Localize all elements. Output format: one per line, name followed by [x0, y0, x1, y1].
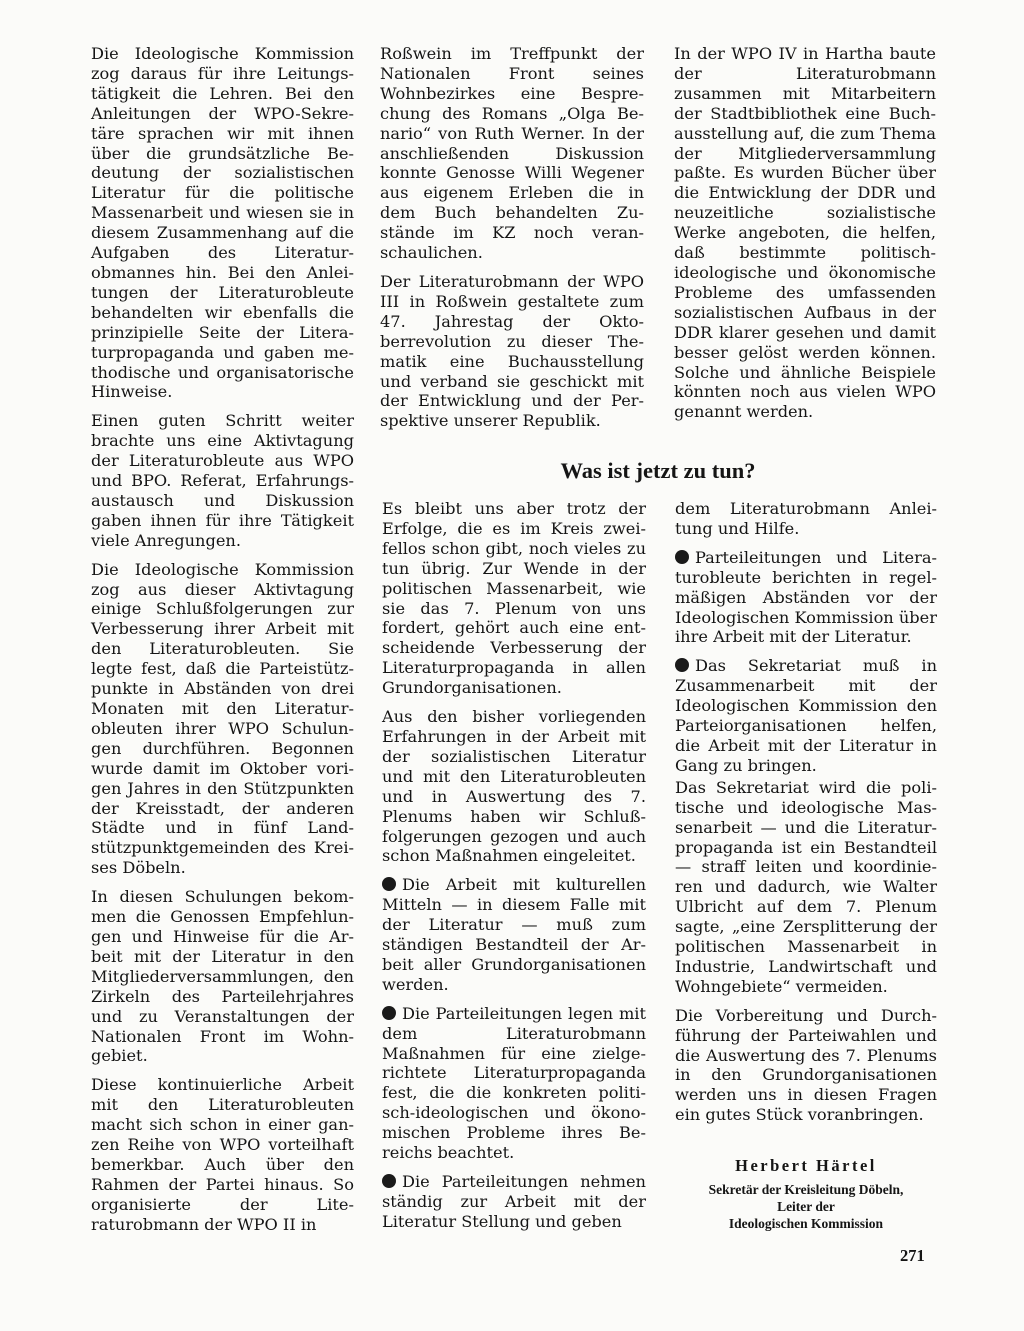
paragraph: Die Vorbereitung und Durchführung der Parteiwahlen und die Auswertung des 7. Plenums in den Grundorganisationen werden uns in diesen Fragen ein gutes Stück voranbringen. [675, 1005, 937, 1125]
paragraph: Das Sekretariat wird die politische und ideologische Massenarbeit — und die Literaturpropaganda ist ein Bestandteil — straff leiten und koordinieren und dadurch, wie Walter Ulbricht auf dem 7. Plenum sagte, „eine Zersplitterung der politischen Massenarbeit in Industrie, Landwirtschaft und Wohngebiete“ vermeiden. [675, 777, 937, 996]
column-middle-bottom [382, 499, 646, 1241]
author-role [675, 1181, 937, 1232]
paragraph: dem Literaturobmann Anleitung und Hilfe. [675, 499, 937, 538]
paragraph: Roßwein im Treffpunkt der Nationalen Front seines Wohnbezirkes eine Besprechung des Romans „Olga Benario“ von Ruth Werner. In der anschließenden Diskussion konnte Genosse Willi Wegener aus eigenem Erleben die in dem Buch behandelten Zustände im KZ noch veranschaulichen. [380, 44, 644, 263]
paragraph: In diesen Schulungen bekommen die Genossen Empfehlungen und Hinweise für die Arbeit mit der Literatur in den Mitgliederversammlungen, den Zirkeln des Parteilehrjahres und zu Veranstaltungen der Nationalen Front im Wohngebiet. [91, 887, 354, 1066]
paragraph: Diese kontinuierliche Arbeit mit den Literaturobleuten macht sich schon in einer ganzen Reihe von WPO vorteilhaft bemerkbar. Auch über den Rahmen der Partei hinaus. So organisierte der Literaturobmann der WPO II in [91, 1075, 354, 1234]
paragraph: Der Literaturobmann der WPO III in Roßwein gestaltete zum 47. Jahrestag der Oktoberrevolution zu dieser Thematik eine Buchausstellung und verband sie geschickt mit der Entwicklung und der Perspektive unserer Republik. [380, 271, 644, 431]
paragraph: Es bleibt uns aber trotz der Erfolge, die es im Kreis zweifellos schon gibt, noch vieles zu tun übrig. Zur Wende in der politischen Massenarbeit, wie sie das 7. Plenum von uns fordert, gehört auch eine entscheidende Verbesserung der Literaturpropaganda in allen Grundorganisationen. [382, 499, 646, 698]
author-role-line: Sekretär der Kreisleitung Döbeln, [708, 1182, 904, 1197]
column-right-top [674, 44, 936, 431]
bullet-item [382, 1004, 646, 1163]
paragraph: Die Ideologische Kommission zog aus dieser Aktivtagung einige Schlußfolgerungen zur Verbesserung ihrer Arbeit mit den Literaturobleuten. Sie legte fest, daß die Parteistützpunkte in Abständen von drei Monaten mit den Literaturobleuten ihrer WPO Schulungen durchführen. Begonnen wurde damit im Oktober vorigen Jahres in den Stützpunkten der Kreisstadt, der anderen Städte und in fünf Landstützpunktgemeinden des Kreises Döbeln. [91, 559, 354, 878]
bullet-icon [675, 550, 689, 564]
bullet-icon [382, 1006, 396, 1020]
author-role-line: Leiter der [777, 1199, 835, 1214]
bullet-item [382, 875, 646, 994]
column-right-bottom [675, 499, 937, 1134]
bullet-item [675, 548, 937, 648]
bullet-text: Das Sekretariat muß in Zusammenarbeit mit der Ideologischen Kommission den Parteiorganisationen helfen, die Arbeit mit der Literatur in Gang zu bringen. [675, 656, 937, 775]
bullet-text: Parteileitungen und Literaturobleute berichten in regelmäßigen Abständen vor der Ideologischen Kommission über ihre Arbeit mit der Literatur. [675, 547, 937, 647]
section-heading: Was ist jetzt zu tun? [560, 458, 756, 483]
paragraph: In der WPO IV in Hartha baute der Literaturobmann zusammen mit Mitarbeitern der Stadtbibliothek eine Buchausstellung auf, die zum Thema der Mitgliederversammlung paßte. Es wurden Bücher über die Entwicklung der DDR und neuzeitliche sozialistische Werke angeboten, die helfen, daß bestimmte politisch-ideologische und ökonomische Probleme des umfassenden sozialistischen Aufbaus in der DDR klarer gesehen und damit besser gelöst werden können. Solche und ähnliche Beispiele könnten noch aus vielen WPO genannt werden. [674, 44, 936, 422]
bullet-icon [382, 1174, 396, 1188]
bullet-text: Die Arbeit mit kulturellen Mitteln — in diesem Falle mit der Literatur — muß zum ständigen Bestandteil der Arbeit aller Grundorganisationen werden. [382, 875, 646, 994]
bullet-icon [675, 658, 689, 672]
column-left [91, 44, 354, 1244]
bullet-icon [382, 877, 396, 891]
bullet-item [382, 1172, 646, 1232]
paragraph: Aus den bisher vorliegenden Erfahrungen in der Arbeit mit der sozialistischen Literatur und mit den Literaturoblеuten und in Auswertung des 7. Plenums haben wir Schlußfolgerungen gezogen und auch schon Maßnahmen eingeleitet. [382, 707, 646, 866]
bullet-text: Die Parteileitungen legen mit dem Literaturobmann Maßnahmen für eine zielgerichtete Literaturpropaganda fest, die die konkreten politisch-ideologischen und ökonomischen Probleme ihres Bereichs beachtet. [382, 1003, 646, 1163]
bullet-item [675, 656, 937, 775]
author-name: Herbert Härtel [735, 1156, 877, 1175]
author-signature [675, 1155, 937, 1232]
page-number: 271 [900, 1246, 925, 1265]
paragraph: Einen guten Schritt weiter brachte uns eine Aktivtagung der Literaturobleute aus WPO und BPO. Referat, Erfahrungsaustausch und Diskussion gaben ihnen für ihre Tätigkeit viele Anregungen. [91, 411, 354, 550]
bullet-text: Die Parteileitungen nehmen ständig zur Arbeit mit der Literatur Stellung und geben [382, 1172, 646, 1231]
paragraph: Die Ideologische Kommission zog daraus für ihre Leitungstätigkeit die Lehren. Bei den Anleitungen der WPO-Sekretäre sprachen wir mit ihnen über die grundsätzliche Bedeutung der sozialistischen Literatur für die politische Massenarbeit und wiesen sie in diesem Zusammenhang auf die Aufgaben des Literaturobmannes hin. Bei den Anleitungen der Literaturobleute behandelten wir ebenfalls die prinzipielle Seite der Literaturpropaganda und gaben methodische und organisatorische Hinweise. [91, 44, 354, 402]
author-role-line: Ideologischen Kommission [728, 1216, 884, 1231]
column-middle-top [380, 44, 644, 440]
